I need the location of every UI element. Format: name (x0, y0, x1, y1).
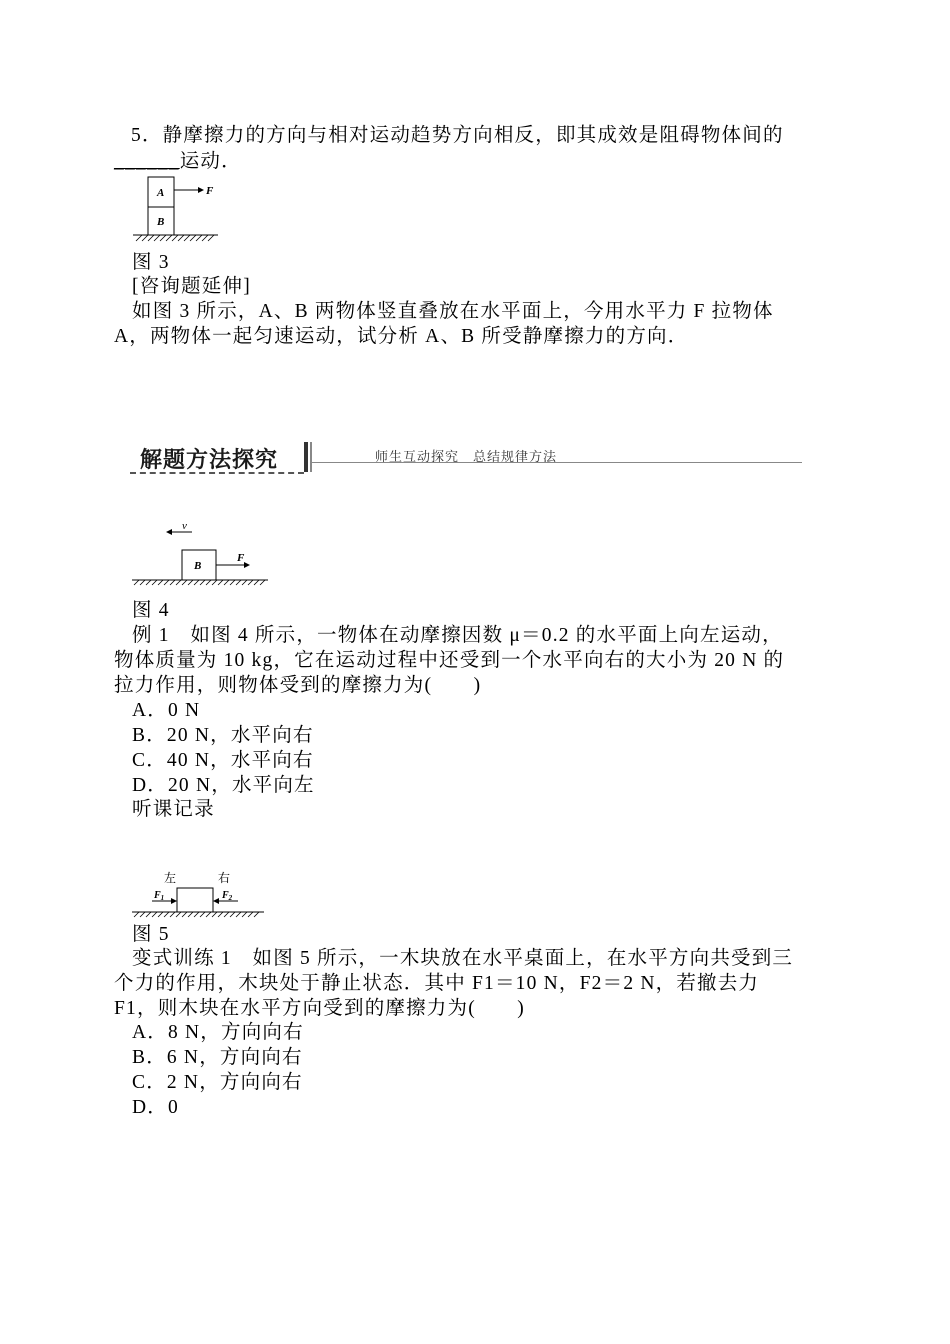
fig5-sub-1: 1 (160, 894, 165, 902)
q5-line2-text: 运动． (179, 151, 242, 172)
fig3-label-f: F (206, 185, 214, 197)
q5-line2 (114, 150, 242, 174)
variant1-line2: 个力的作用，木块处于静止状态．其中 F1＝10 N，F2＝2 N，若撤去力 (114, 973, 760, 994)
q5-line1: 5．静摩擦力的方向与相对运动趋势方向相反，即其成效是阻碍物体间的 (131, 125, 784, 146)
fig5-label-left: 左 (164, 871, 177, 885)
fig5-label-right: 右 (218, 871, 231, 885)
fig4-label-f: F (237, 552, 245, 564)
banner-bar (304, 442, 308, 472)
fig3-label-b: B (157, 216, 165, 228)
example1-line3: 拉力作用，则物体受到的摩擦力为( ) (114, 675, 482, 696)
extension-line1: 如图 3 所示，A、B 两物体竖直叠放在水平面上，今用水平力 F 拉物体 (132, 301, 774, 322)
banner-dashed-rule (130, 472, 304, 474)
section-banner (130, 440, 802, 476)
banner-title: 解题方法探究 (140, 448, 279, 473)
fig3-caption: 图 3 (132, 252, 170, 273)
variant1-option-d: D．0 (132, 1097, 179, 1118)
example1-option-d: D．20 N，水平向左 (132, 775, 315, 796)
figure-4 (130, 518, 270, 588)
fig4-caption: 图 4 (132, 600, 170, 621)
fig5-caption: 图 5 (132, 924, 170, 945)
fig5-sub-2: 2 (228, 894, 233, 902)
example1-option-c: C．40 N，水平向右 (132, 750, 314, 771)
extension-heading: [咨询题延伸] (132, 276, 251, 297)
example1-notes-label: 听课记录 (132, 799, 215, 820)
fig4-label-v: v (182, 520, 187, 532)
variant1-option-a: A．8 N，方向向右 (132, 1022, 304, 1043)
fig3-label-a: A (157, 187, 165, 199)
banner-rule (312, 462, 802, 463)
example1-line1: 例 1 如图 4 所示，一物体在动摩擦因数 μ＝0.2 的水平面上向左运动， (132, 625, 783, 646)
variant1-option-b: B．6 N，方向向右 (132, 1047, 303, 1068)
variant1-line3: F1，则木块在水平方向受到的摩擦力为( ) (114, 998, 525, 1019)
svg-text:F2 (221, 890, 233, 902)
extension-line2: A，两物体一起匀速运动，试分析 A、B 所受静摩擦力的方向． (114, 326, 689, 347)
fig5-block (177, 888, 213, 912)
banner-subtitle: 师生互动探究 总结规律方法 (375, 450, 558, 465)
figure-5 (130, 868, 266, 922)
fig5-label-f1: F (154, 890, 161, 901)
variant1-line1: 变式训练 1 如图 5 所示，一木块放在水平桌面上，在水平方向共受到三 (132, 948, 794, 969)
figure-3 (128, 172, 220, 242)
example1-option-b: B．20 N，水平向右 (132, 725, 314, 746)
q5-blank: ______ (114, 151, 180, 172)
fig5-label-f2: F (222, 890, 229, 901)
svg-text:F1 (153, 890, 164, 902)
fig4-label-b: B (194, 560, 202, 572)
variant1-option-c: C．2 N，方向向右 (132, 1072, 303, 1093)
example1-option-a: A．0 N (132, 700, 201, 721)
banner-bar-thin (310, 442, 312, 472)
example1-line2: 物体质量为 10 kg，它在运动过程中还受到一个水平向右的大小为 20 N 的 (114, 650, 785, 671)
